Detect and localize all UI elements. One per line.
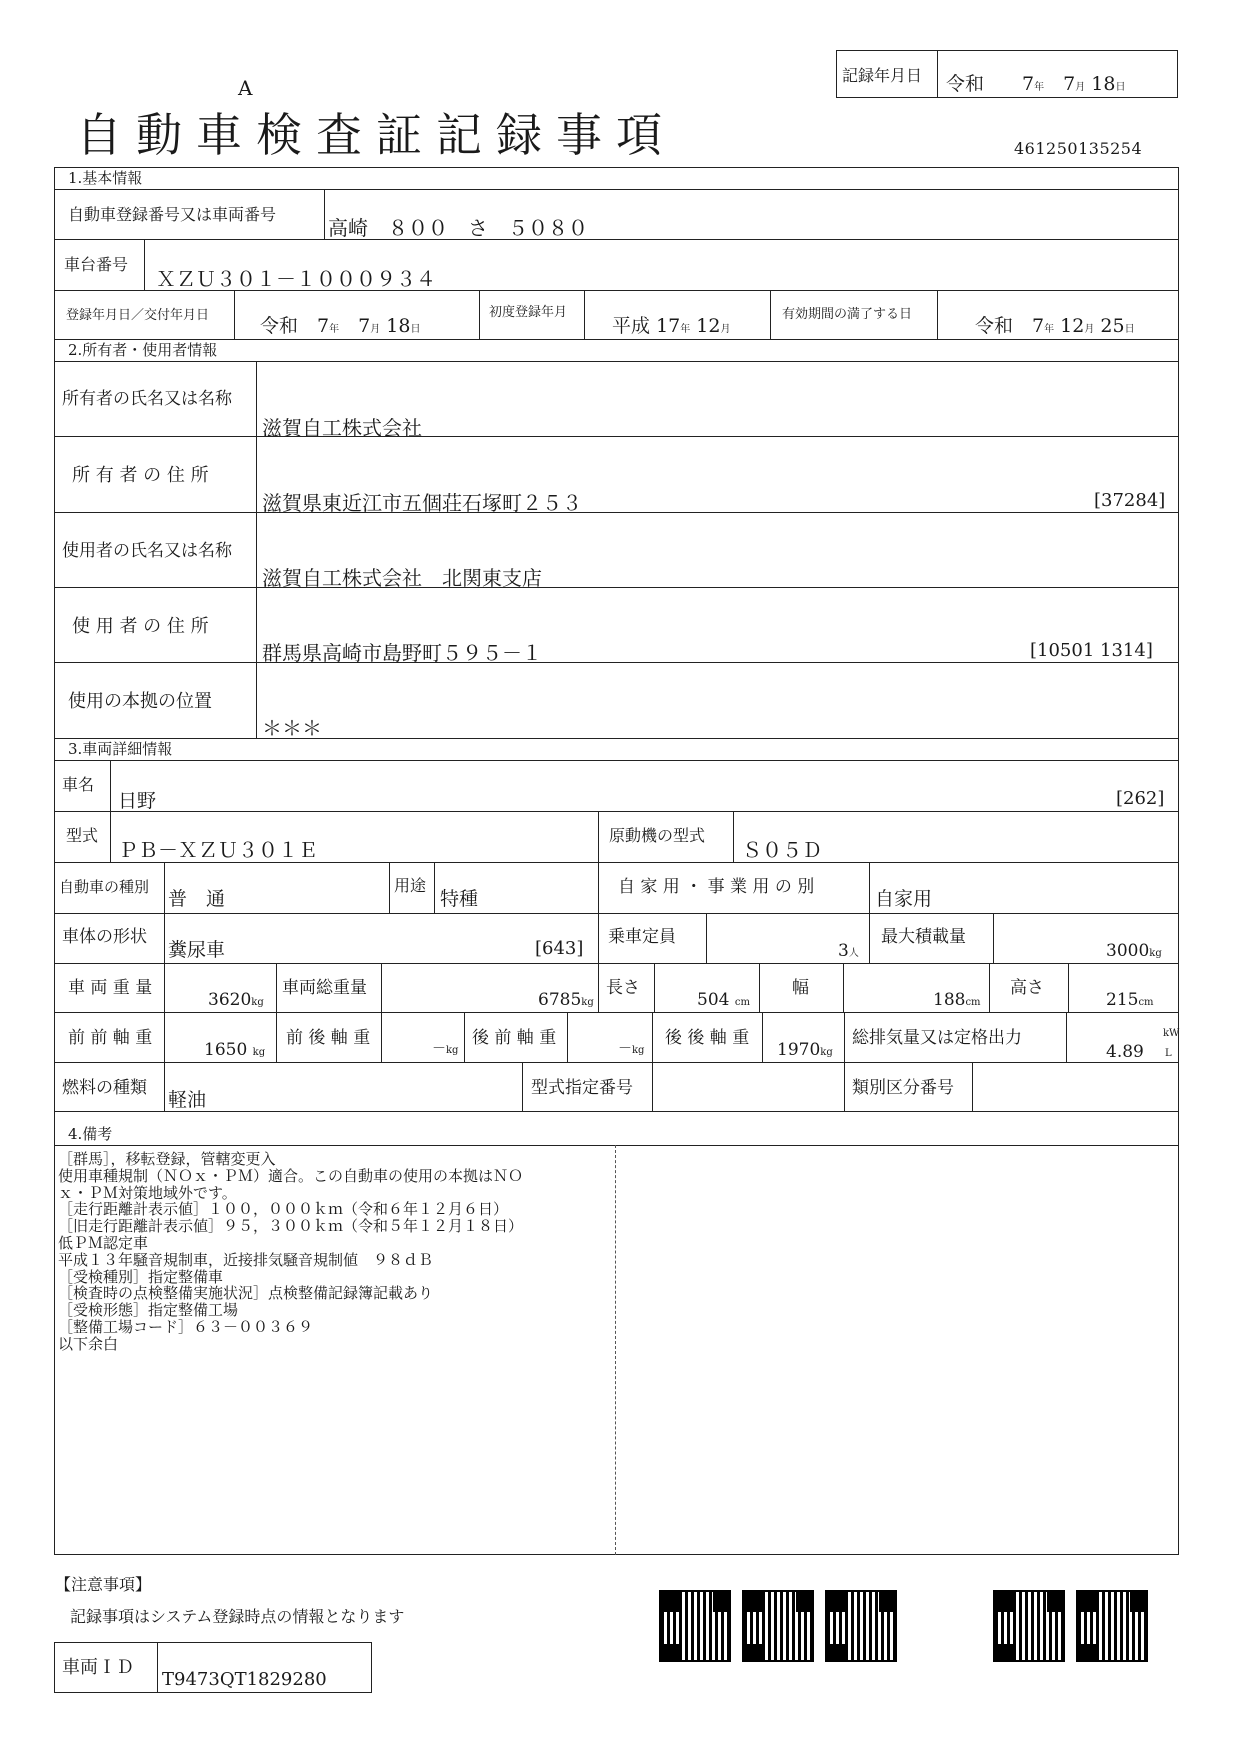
base-location-label: 使用の本拠の位置 [68,691,212,712]
body-shape-code: [643] [535,938,584,959]
qr-code-5 [1076,1590,1148,1662]
vehicle-weight-label: 車 両 重 量 [68,978,153,998]
rf-axle-label: 後 前 軸 重 [472,1028,557,1048]
body-shape-label: 車体の形状 [62,927,147,947]
notice-text: 記録事項はシステム登録時点の情報となります [70,1607,405,1626]
user-name: 滋賀自工株式会社 北関東支店 [262,566,542,590]
width-label: 幅 [792,978,809,998]
model-label: 型式 [66,826,99,845]
type-designation-label: 型式指定番号 [531,1078,633,1098]
user-address: 群馬県高崎市島野町５９５－１ [262,641,542,665]
vehicle-kind-label: 自動車の種別 [59,878,150,896]
chassis-number-label: 車台番号 [64,255,129,274]
registration-date: 令和 7年 7月 18日 [260,315,421,337]
qr-code-1 [659,1590,731,1662]
qr-code-2 [742,1590,814,1662]
length-label: 長さ [606,978,640,998]
capacity: 3人 [838,941,859,961]
private-business: 自家用 [875,888,933,910]
vehicle-id-label: 車両ＩＤ [62,1657,134,1678]
record-date-label: 記録年月日 [842,66,923,85]
vehicle-id: T9473QT1829280 [162,1669,327,1690]
registration-date-label: 登録年月日／交付年月日 [66,308,210,323]
owner-address-code: [37284] [1094,490,1166,511]
user-address-label: 使 用 者 の 住 所 [72,616,209,637]
private-business-label: 自 家 用 ・ 事 業 用 の 別 [618,877,815,897]
max-load-label: 最大積載量 [881,927,966,947]
section-remarks: 4.備考 [68,1125,113,1143]
registration-number: 高崎 ８００ さ ５０８０ [328,216,588,240]
section-owner: 2.所有者・使用者情報 [68,341,218,359]
record-date: 令和 7年 7月 18日 [946,73,1126,95]
ff-axle-weight: 1650 kg [204,1040,266,1060]
first-registration: 平成 17年 12月 [612,315,731,337]
owner-name: 滋賀自工株式会社 [262,416,422,440]
rr-axle-weight: 1970kg [777,1040,833,1060]
owner-name-label: 所有者の氏名又は名称 [62,389,232,409]
width: 188cm [933,990,981,1010]
registration-number-label: 自動車登録番号又は車両番号 [68,205,277,224]
engine-model-label: 原動機の型式 [609,826,706,845]
rf-axle-weight: －kg [618,1041,645,1057]
notice-title: 【注意事項】 [55,1575,152,1594]
chassis-number: ＸＺＵ３０１－１０００９３４ [156,267,436,291]
max-load: 3000kg [1106,941,1162,961]
rr-axle-label: 後 後 軸 重 [665,1028,750,1048]
expiry-date: 令和 7年 12月 25日 [975,315,1135,337]
class-number-label: 類別区分番号 [852,1078,954,1098]
length: 504 cm [697,990,750,1010]
displacement-label: 総排気量又は定格出力 [852,1028,1022,1048]
displacement-unit-l: L [1165,1048,1172,1059]
expiry-label: 有効期間の満了する日 [782,307,913,322]
car-name-code: [262] [1116,788,1165,809]
vehicle-kind: 普 通 [168,888,226,910]
vehicle-weight: 3620kg [208,990,264,1010]
engine-model: Ｓ０５Ｄ [742,838,822,862]
displacement: 4.89 [1106,1042,1144,1062]
car-name: 日野 [118,790,157,812]
fuel: 軽油 [168,1089,207,1111]
owner-address: 滋賀県東近江市五個荘石塚町２５３ [262,491,582,515]
car-name-label: 車名 [62,775,95,794]
section-basic: 1.基本情報 [68,169,143,187]
use-label: 用途 [394,876,427,895]
capacity-label: 乗車定員 [608,927,676,947]
first-registration-label: 初度登録年月 [489,305,568,320]
owner-address-label: 所 有 者 の 住 所 [72,465,209,486]
use: 特種 [440,888,479,910]
fr-axle-label: 前 後 軸 重 [286,1028,371,1048]
user-name-label: 使用者の氏名又は名称 [62,541,232,561]
document-number: 461250135254 [1014,139,1143,158]
qr-code-3 [825,1590,897,1662]
ff-axle-label: 前 前 軸 重 [68,1028,153,1048]
model: ＰＢ－ＸＺＵ３０１Ｅ [118,838,318,862]
gross-weight: 6785kg [538,990,594,1010]
page-title: 自動車検査証記録事項 [76,108,676,162]
displacement-unit-kw: kW [1163,1028,1180,1039]
qr-code-4 [993,1590,1065,1662]
body-shape: 糞尿車 [168,939,226,961]
fuel-label: 燃料の種類 [62,1078,147,1098]
gross-weight-label: 車両総重量 [282,978,367,998]
height: 215cm [1106,990,1154,1010]
remarks-text: ［群馬］，移転登録，管轄変更入 使用車種規制（ＮＯｘ・ＰＭ）適合。この自動車の使用の本拠はＮＯ ｘ・ＰＭ対策地域外です。 ［走行距離計表示値］１００，０００ｋｍ（令和６年１２月６日） ［旧走行距離計表示値］９５，３００ｋｍ（令和５年１２月１８日） 低ＰＭ認定車 平成１３年騒音規制車，近接排気騒音規制値 ９８ｄＢ ［受検種別］指定整備車 ［検査時の点検整備実施状況］点検整備記録簿記載あり ［受検形態］指定整備工場 ［整備工場コード］６３－００３６９ 以下余白 [58,1150,524,1353]
height-label: 高さ [1010,978,1044,998]
header-mark: A [238,76,253,100]
base-location: ＊＊＊ [262,716,322,740]
section-vehicle: 3.車両詳細情報 [68,740,173,758]
user-address-code: [10501 1314] [1030,640,1153,661]
fr-axle-weight: －kg [432,1041,459,1057]
